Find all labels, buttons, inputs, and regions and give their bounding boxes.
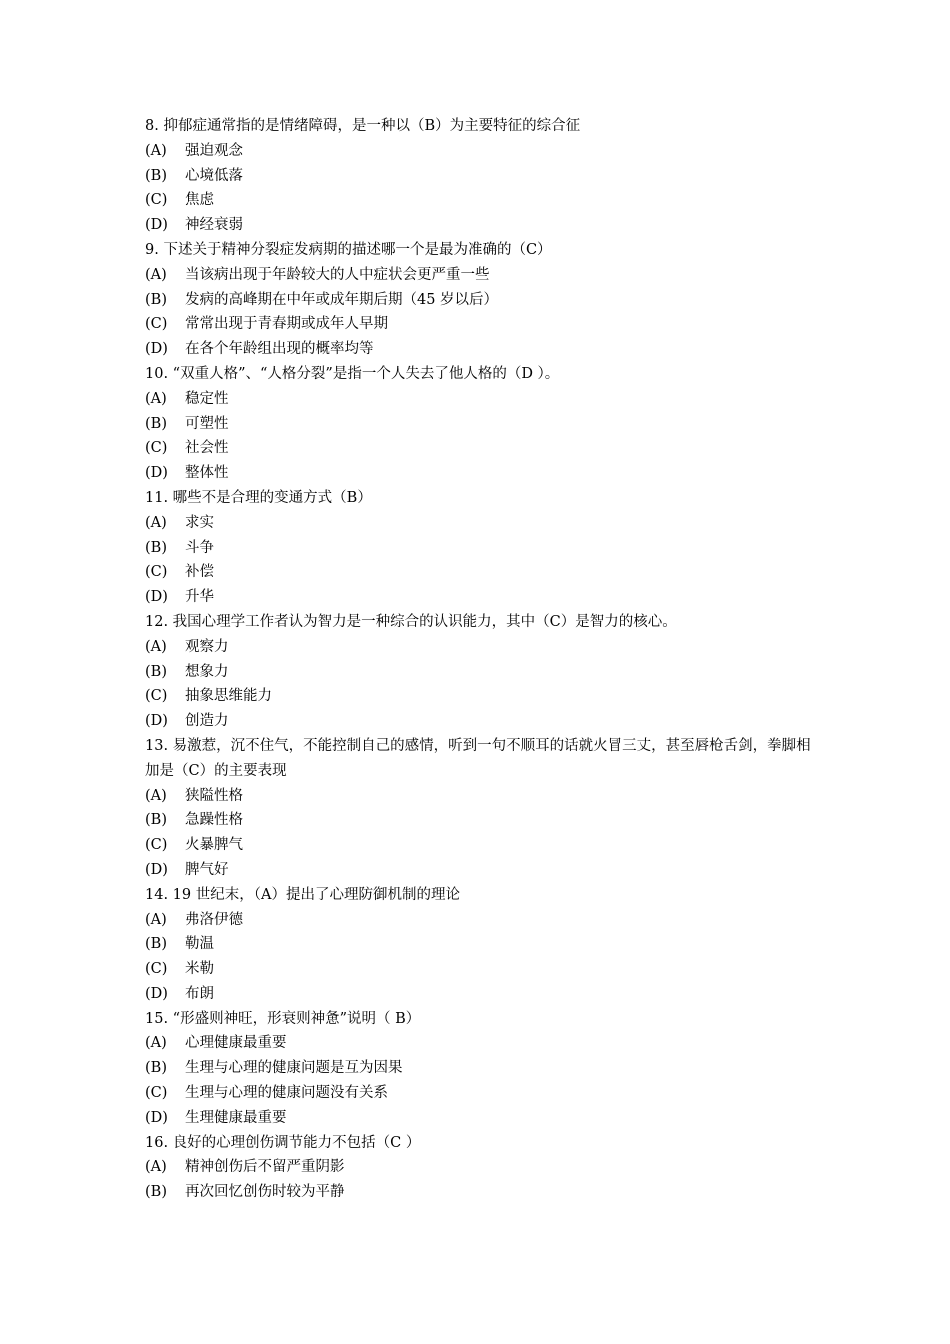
question-16 <box>145 1131 825 1205</box>
option-text: 常常出现于青春期或成年人早期 <box>185 316 388 333</box>
option-b <box>145 536 825 561</box>
option-letter: (D) <box>145 341 168 358</box>
option-text: 当该病出现于年龄较大的人中症状会更严重一些 <box>185 266 490 283</box>
option-c <box>145 1081 825 1106</box>
option-letter: (C) <box>145 961 168 978</box>
option-letter: (B) <box>145 415 167 432</box>
question-stem: 14. 19 世纪末，（A）提出了心理防御机制的理论 <box>145 886 460 903</box>
option-letter: (D) <box>145 217 168 234</box>
option-c <box>145 188 825 213</box>
option-letter: (A) <box>145 787 167 804</box>
option-d <box>145 982 825 1007</box>
question-10 <box>145 362 825 486</box>
option-a <box>145 1031 825 1056</box>
option-text: 精神创伤后不留严重阴影 <box>185 1159 345 1176</box>
question-stem: 12. 我国心理学工作者认为智力是一种综合的认识能力，其中（C）是智力的核心。 <box>145 613 677 630</box>
option-letter: (A) <box>145 390 167 407</box>
option-text: 勒温 <box>185 936 214 953</box>
option-text: 求实 <box>185 514 214 531</box>
option-letter: (B) <box>145 539 167 556</box>
option-b <box>145 808 825 833</box>
option-text: 整体性 <box>185 465 229 482</box>
question-stem: 13. 易激惹，沉不住气，不能控制自己的感情，听到一句不顺耳的话就火冒三丈，甚至唇枪舌剑，拳脚相加是（C）的主要表现 <box>145 737 811 779</box>
option-letter: (A) <box>145 142 167 159</box>
option-text: 布朗 <box>185 985 214 1002</box>
option-b <box>145 164 825 189</box>
option-d <box>145 858 825 883</box>
option-letter: (B) <box>145 291 167 308</box>
option-text: 强迫观念 <box>185 142 243 159</box>
option-letter: (A) <box>145 266 167 283</box>
option-text: 稳定性 <box>185 390 229 407</box>
option-text: 斗争 <box>185 539 214 556</box>
option-letter: (D) <box>145 1109 168 1126</box>
option-text: 心理健康最重要 <box>185 1035 287 1052</box>
option-letter: (B) <box>145 167 167 184</box>
option-letter: (C) <box>145 1085 168 1102</box>
option-letter: (D) <box>145 985 168 1002</box>
option-text: 补偿 <box>185 564 214 581</box>
option-b <box>145 412 825 437</box>
option-letter: (B) <box>145 1184 167 1201</box>
question-stem: 9. 下述关于精神分裂症发病期的描述哪一个是最为准确的（C） <box>145 241 552 258</box>
option-letter: (D) <box>145 465 168 482</box>
question-8 <box>145 114 825 238</box>
option-text: 米勒 <box>185 961 214 978</box>
option-text: 在各个年龄组出现的概率均等 <box>185 341 374 358</box>
option-a <box>145 635 825 660</box>
question-stem: 10. “双重人格”、“人格分裂”是指一个人失去了他人格的（D ）。 <box>145 365 560 382</box>
option-letter: (A) <box>145 514 167 531</box>
question-12 <box>145 610 825 734</box>
option-a <box>145 139 825 164</box>
option-letter: (A) <box>145 1159 167 1176</box>
question-stem: 15. “形盛则神旺，形衰则神惫”说明（ B） <box>145 1010 421 1027</box>
option-letter: (D) <box>145 713 168 730</box>
option-text: 弗洛伊德 <box>185 911 243 928</box>
option-letter: (A) <box>145 1035 167 1052</box>
question-15 <box>145 1007 825 1131</box>
option-letter: (C) <box>145 192 168 209</box>
option-text: 生理与心理的健康问题没有关系 <box>185 1085 388 1102</box>
option-text: 发病的高峰期在中年或成年期后期（45 岁以后） <box>185 291 499 308</box>
option-b <box>145 932 825 957</box>
option-a <box>145 784 825 809</box>
option-a <box>145 908 825 933</box>
option-d <box>145 585 825 610</box>
option-text: 火暴脾气 <box>185 837 243 854</box>
option-text: 抽象思维能力 <box>185 688 272 705</box>
option-text: 神经衰弱 <box>185 217 243 234</box>
option-c <box>145 436 825 461</box>
question-14 <box>145 883 825 1007</box>
option-text: 生理健康最重要 <box>185 1109 287 1126</box>
option-b <box>145 660 825 685</box>
option-text: 升华 <box>185 589 214 606</box>
option-letter: (A) <box>145 911 167 928</box>
option-d <box>145 213 825 238</box>
document-page <box>145 114 825 1205</box>
option-letter: (B) <box>145 936 167 953</box>
question-stem: 11. 哪些不是合理的变通方式（B） <box>145 489 372 506</box>
option-a <box>145 263 825 288</box>
option-letter: (A) <box>145 638 167 655</box>
option-text: 想象力 <box>185 663 229 680</box>
option-text: 狭隘性格 <box>185 787 243 804</box>
option-c <box>145 957 825 982</box>
option-text: 再次回忆创伤时较为平静 <box>185 1184 345 1201</box>
option-b <box>145 1056 825 1081</box>
option-text: 心境低落 <box>185 167 243 184</box>
option-text: 可塑性 <box>185 415 229 432</box>
option-a <box>145 511 825 536</box>
option-letter: (C) <box>145 837 168 854</box>
option-letter: (C) <box>145 316 168 333</box>
option-c <box>145 833 825 858</box>
option-a <box>145 1155 825 1180</box>
option-letter: (D) <box>145 589 168 606</box>
option-letter: (B) <box>145 812 167 829</box>
option-d <box>145 709 825 734</box>
option-text: 观察力 <box>185 638 229 655</box>
option-c <box>145 560 825 585</box>
option-text: 脾气好 <box>185 861 229 878</box>
option-letter: (C) <box>145 564 168 581</box>
option-letter: (D) <box>145 861 168 878</box>
option-letter: (B) <box>145 663 167 680</box>
option-text: 焦虑 <box>185 192 214 209</box>
option-letter: (C) <box>145 688 168 705</box>
option-letter: (B) <box>145 1060 167 1077</box>
option-b <box>145 288 825 313</box>
option-b <box>145 1180 825 1205</box>
option-d <box>145 337 825 362</box>
question-9 <box>145 238 825 362</box>
option-c <box>145 684 825 709</box>
option-text: 生理与心理的健康问题是互为因果 <box>185 1060 403 1077</box>
option-text: 急躁性格 <box>185 812 243 829</box>
option-text: 社会性 <box>185 440 229 457</box>
option-a <box>145 387 825 412</box>
question-stem: 16. 良好的心理创伤调节能力不包括（C ） <box>145 1134 421 1151</box>
option-c <box>145 312 825 337</box>
option-d <box>145 1106 825 1131</box>
question-11 <box>145 486 825 610</box>
option-text: 创造力 <box>185 713 229 730</box>
option-d <box>145 461 825 486</box>
question-13 <box>145 734 825 883</box>
option-letter: (C) <box>145 440 168 457</box>
question-stem: 8. 抑郁症通常指的是情绪障碍，是一种以（B）为主要特征的综合征 <box>145 118 581 134</box>
